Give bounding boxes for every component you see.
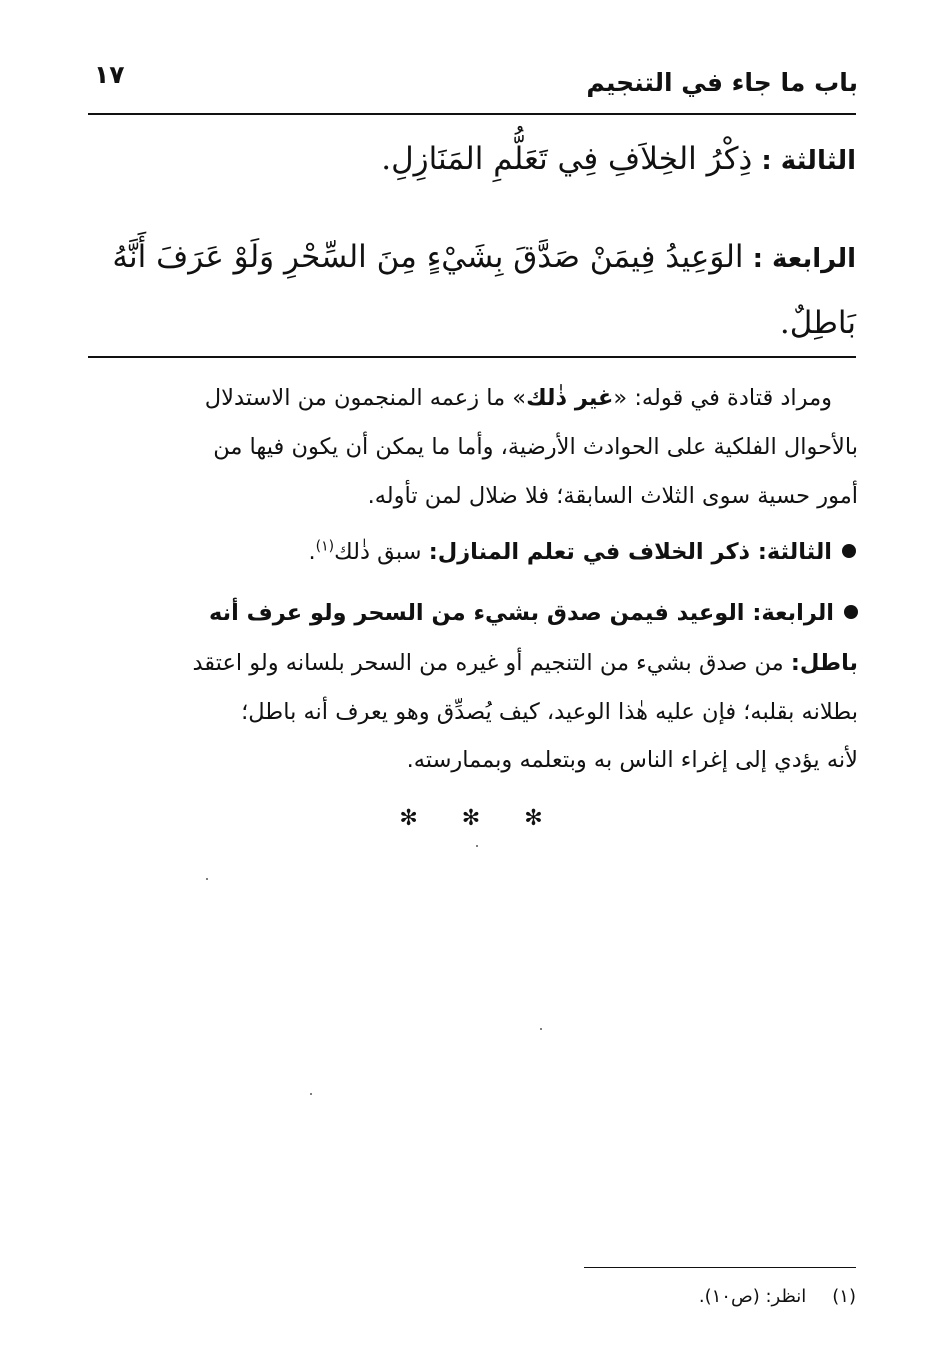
asterism-icon: ✻ [399,806,418,831]
scan-speck [540,1028,542,1030]
commentary-line: لأنه يؤدي إلى إغراء الناس به وبتعلمه وبممارسته. [406,747,858,773]
matn-third-label: الثالثة [780,146,856,176]
matn-third-text: ذِكْرُ الخِلاَفِ فِي تَعَلُّمِ المَنَازِلِ. [381,141,753,177]
commentary-text: من صدق بشيء من التنجيم أو غيره من السحر بلسانه ولو اعتقد [192,650,784,676]
section-separator [0,808,942,830]
matn-third-issue: الثالثة : ذِكْرُ الخِلاَفِ فِي تَعَلُّمِ المَنَازِلِ. [381,141,856,177]
bullet-third-end: . [308,539,316,565]
bullet-third [86,537,856,567]
commentary-text: ومراد قتادة في قوله: « [613,385,832,411]
bullet-fourth [86,598,858,628]
bullet-third-text: سبق ذٰلك [334,539,422,565]
commentary-line [86,383,832,413]
matn-fourth-label: الرابعة [772,244,856,274]
footnote-rule [584,1267,856,1268]
quoted-phrase: غير ذٰلك [526,385,614,411]
matn-fourth-text-line1: الوَعِيدُ فِيمَنْ صَدَّقَ بِشَيْءٍ مِنَ السِّحْرِ وَلَوْ عَرَفَ أَنَّهُ [112,239,744,275]
commentary-line [86,648,858,678]
bullet-icon [844,605,858,619]
scan-speck [476,845,478,847]
matn-fourth-continuation [86,288,856,358]
header-rule [88,113,856,115]
asterism-icon: ✻ [461,806,481,831]
scan-speck [206,878,208,880]
page-header [86,58,858,108]
bold-term: باطل: [790,650,858,676]
page-number: ١٧ [94,60,125,89]
commentary-line: بطلانه بقلبه؛ فإن عليه هٰذا الوعيد، كيف يُصدِّق وهو يعرف أنه باطل؛ [241,699,858,725]
running-title: باب ما جاء في التنجيم [586,68,858,97]
footnote-text: انظر: (ص١٠). [698,1286,807,1307]
bullet-third-label: الثالثة: ذكر الخلاف في تعلم المنازل: [428,539,832,565]
footnote-reference: (١) [315,538,335,555]
bullet-fourth-label: الرابعة: الوعيد فيمن صدق بشيء من السحر ولو عرف أنه [209,600,834,626]
matn-rule [88,356,856,358]
footnote-number: (١) [832,1286,856,1307]
matn-fourth-issue: الرابعة : الوَعِيدُ فِيمَنْ صَدَّقَ بِشَيْءٍ مِنَ السِّحْرِ وَلَوْ عَرَفَ أَنَّهُ [112,239,856,275]
scan-speck [310,1093,312,1095]
matn-fourth-text-line2: بَاطِلٌ. [779,305,856,341]
bullet-icon [842,544,856,558]
commentary-text: » ما زعمه المنجمون من الاستدلال [204,385,527,411]
commentary-line: بالأحوال الفلكية على الحوادث الأرضية، وأما ما يمكن أن يكون فيها من [213,434,858,460]
asterism-icon: ✻ [524,806,543,831]
footnote [699,1284,856,1310]
commentary-line: أمور حسية سوى الثلاث السابقة؛ فلا ضلال لمن تأوله. [367,483,858,509]
